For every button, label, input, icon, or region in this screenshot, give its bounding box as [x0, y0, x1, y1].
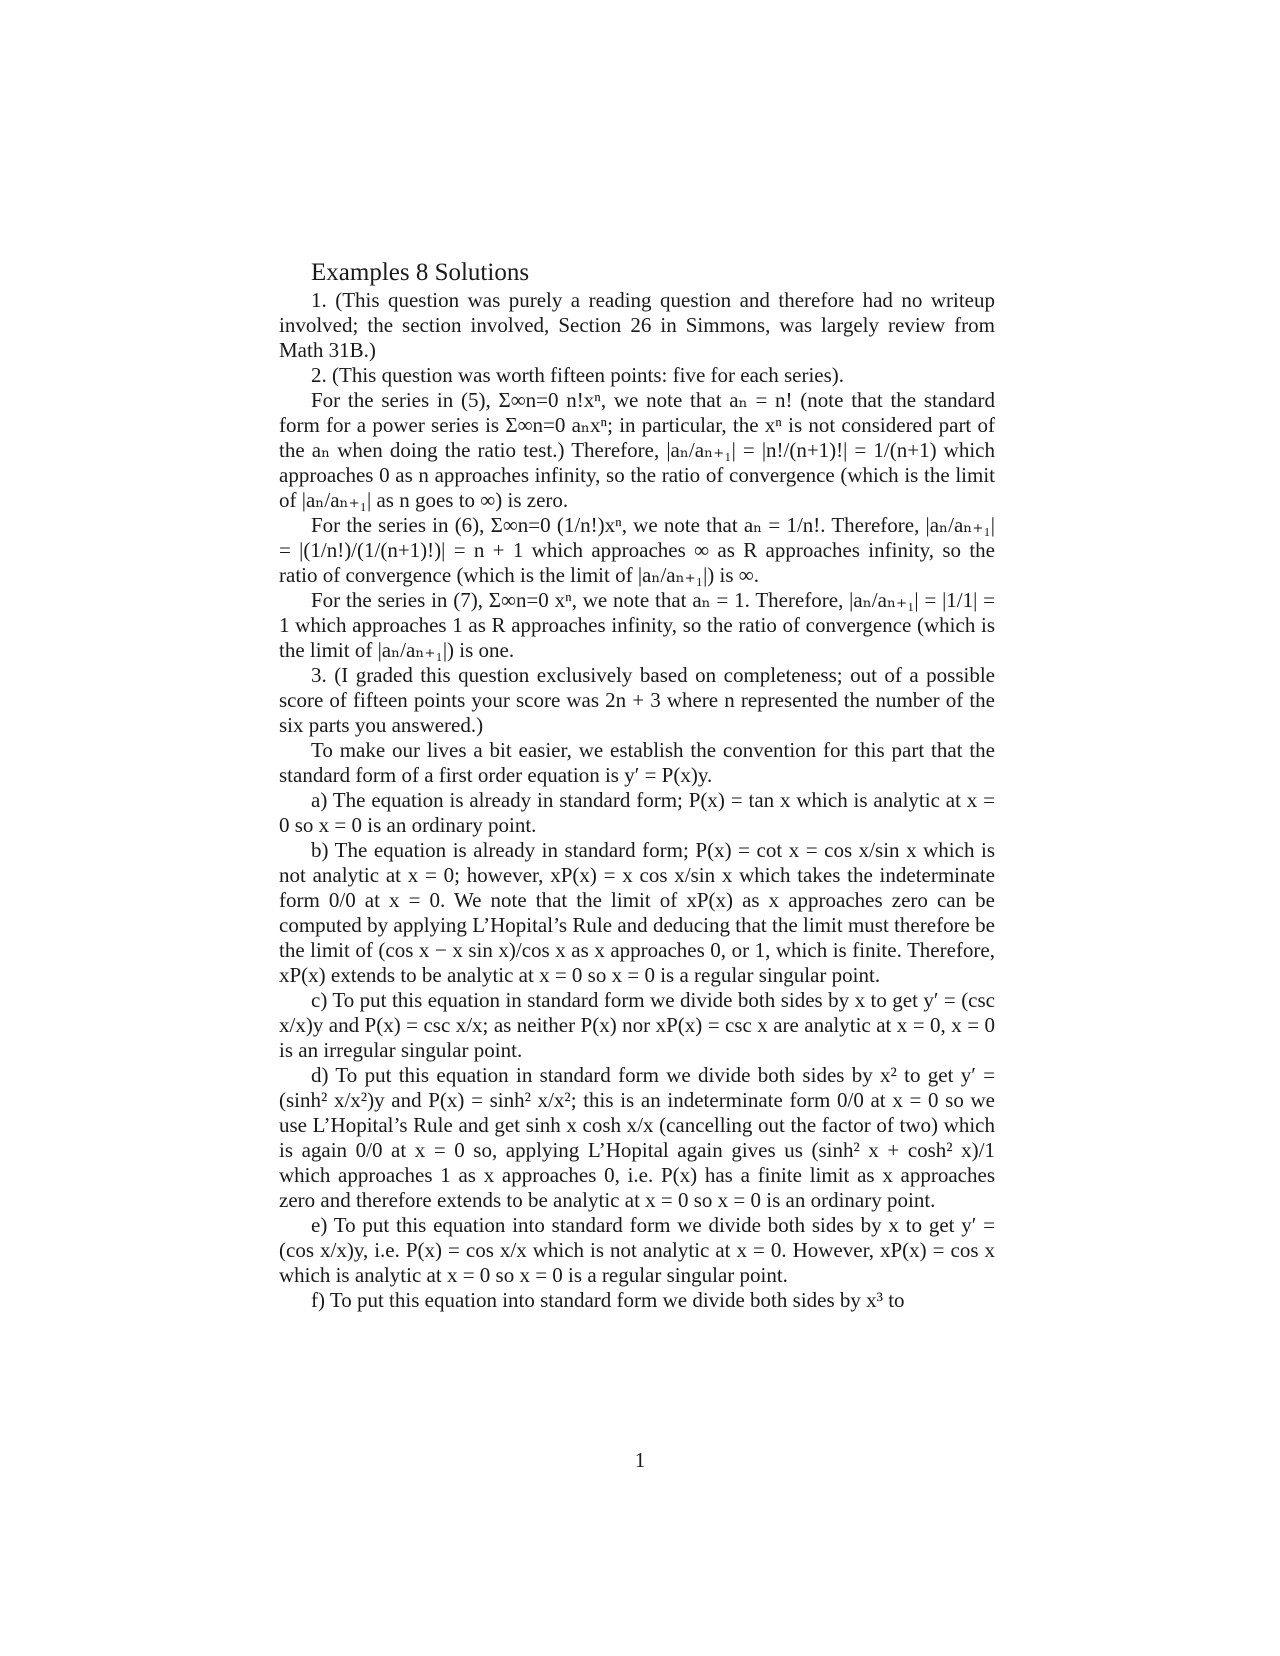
paragraph-part-c: c) To put this equation in standard form we divide both sides by x to get y′ = (csc x/x)y and P(x) = csc x/x; as neither P(x) nor xP(x) = csc x are analytic at x = 0, x = 0 is an irregular singular point. — [279, 988, 995, 1062]
paragraph-q1: 1. (This question was purely a reading question and therefore had no writeup involved; the section involved, Section 26 in Simmons, was largely review from Math 31B.) — [279, 288, 995, 362]
paragraph-convention: To make our lives a bit easier, we establish the convention for this part that the standard form of a first order equation is y′ = P(x)y. — [279, 738, 995, 787]
paragraph-part-f: f) To put this equation into standard form we divide both sides by x³ to — [311, 1288, 905, 1312]
paragraph-q3-intro: 3. (I graded this question exclusively based on completeness; out of a possible score of fifteen points your score was 2n + 3 where n represented the number of the six parts you answered.) — [279, 663, 995, 737]
paragraph-series-5: For the series in (5), Σ∞n=0 n!xⁿ, we note that aₙ = n! (note that the standard form for a power series is Σ∞n=0 aₙxⁿ; in particular, the xⁿ is not considered part of the aₙ when doing the ratio test.) Therefore, |aₙ/aₙ₊₁| = |n!/(n+1)!| = 1/(n+1) which approaches 0 as n approaches infinity, so the ratio of convergence (which is the limit of |aₙ/aₙ₊₁| as n goes to ∞) is zero. — [279, 388, 995, 512]
document-body — [279, 258, 995, 1313]
paragraph-series-7: For the series in (7), Σ∞n=0 xⁿ, we note that aₙ = 1. Therefore, |aₙ/aₙ₊₁| = |1/1| = 1 which approaches 1 as R approaches infinity, so the ratio of convergence (which is the limit of |aₙ/aₙ₊₁|) is one. — [279, 588, 995, 662]
paragraph-part-e: e) To put this equation into standard form we divide both sides by x to get y′ = (cos x/x)y, i.e. P(x) = cos x/x which is not analytic at x = 0. However, xP(x) = cos x which is analytic at x = 0 so x = 0 is a regular singular point. — [279, 1213, 995, 1287]
paragraph-part-d: d) To put this equation in standard form we divide both sides by x² to get y′ = (sinh² x/x²)y and P(x) = sinh² x/x²; this is an indeterminate form 0/0 at x = 0 so we use L’Hopital’s Rule and get sinh x cosh x/x (cancelling out the factor of two) which is again 0/0 at x = 0 so, applying L’Hopital again gives us (sinh² x + cosh² x)/1 which approaches 1 as x approaches 0, i.e. P(x) has a finite limit as x approaches zero and therefore extends to be analytic at x = 0 so x = 0 is an ordinary point. — [279, 1063, 995, 1212]
page-number: 1 — [634, 1448, 646, 1472]
document-title: Examples 8 Solutions — [311, 259, 530, 286]
paragraph-series-6: For the series in (6), Σ∞n=0 (1/n!)xⁿ, we note that aₙ = 1/n!. Therefore, |aₙ/aₙ₊₁| = |(1/n!)/(1/(n+1)!)| = n + 1 which approaches ∞ as R approaches infinity, so the ratio of convergence (which is the limit of |aₙ/aₙ₊₁|) is ∞. — [279, 513, 995, 587]
paragraph-part-a: a) The equation is already in standard form; P(x) = tan x which is analytic at x = 0 so x = 0 is an ordinary point. — [279, 788, 995, 837]
paragraph-part-b: b) The equation is already in standard form; P(x) = cot x = cos x/sin x which is not analytic at x = 0; however, xP(x) = x cos x/sin x which takes the indeterminate form 0/0 at x = 0. We note that the limit of xP(x) as x approaches zero can be computed by applying L’Hopital’s Rule and deducing that the limit must therefore be the limit of (cos x − x sin x)/cos x as x approaches 0, or 1, which is finite. Therefore, xP(x) extends to be analytic at x = 0 so x = 0 is a regular singular point. — [279, 838, 995, 987]
paragraph-q2-intro: 2. (This question was worth fifteen points: five for each series). — [311, 363, 845, 387]
